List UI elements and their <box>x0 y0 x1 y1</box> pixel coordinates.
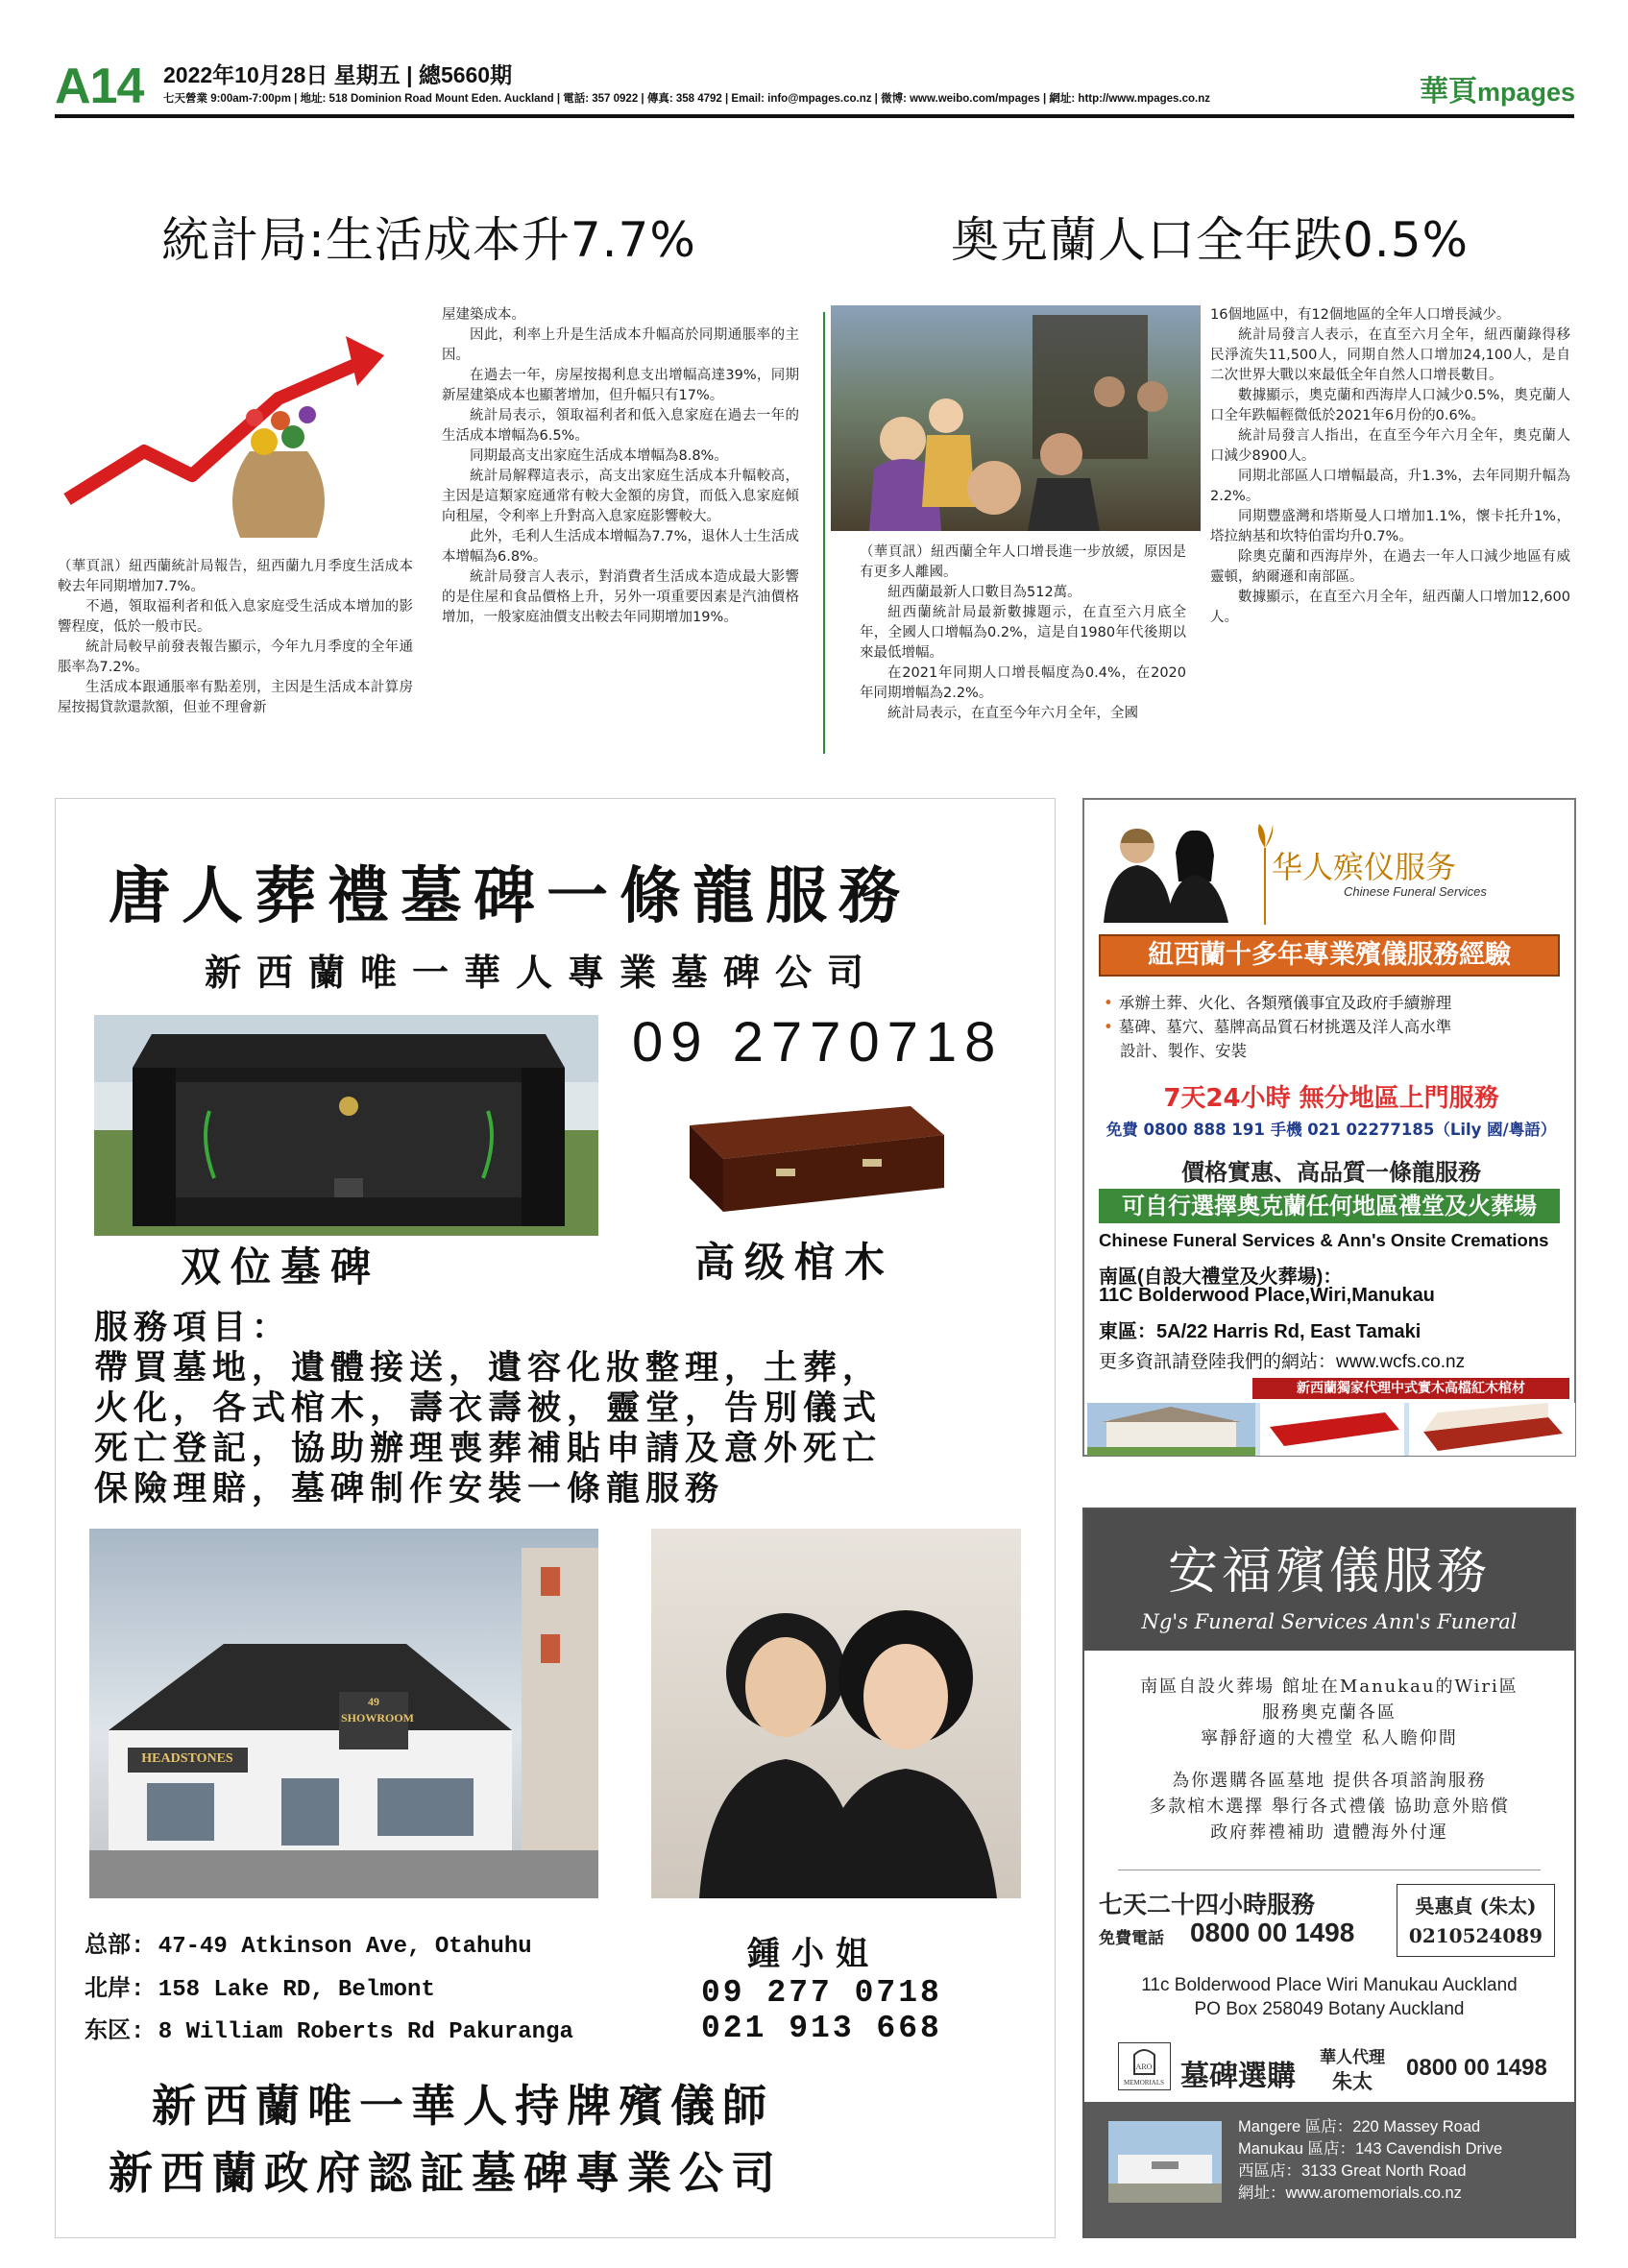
aro-memorials-logo <box>1118 2042 1171 2090</box>
ad3-agent-label: 華人代理 <box>1320 2048 1385 2067</box>
logo-cn: 華頁 <box>1420 76 1477 108</box>
value-slogan: 價格實惠、高品質一條龍服務 <box>1181 1159 1481 1186</box>
article2-p7: 統計局發言人表示，在直至六月全年，紐西蘭錄得移民淨流失11,500人，同期自然人口增加24,100人，是自二次世界大戰以來最低全年自然人口增長數目。 <box>1210 327 1570 383</box>
ad3-header <box>1084 1509 1574 1651</box>
service-line-4: 保險理賠，墓碑制作安裝一條龍服務 <box>94 1469 725 1508</box>
service-line-1: 帶買墓地，遺體接送，遺容化妝整理，土葬， <box>94 1348 883 1387</box>
bottom-line-1: 新西蘭唯一華人持牌殯儀師 <box>152 2080 774 2132</box>
article2-col1 <box>860 543 1186 724</box>
headline-cost-of-living: 統計局:生活成本升7.7% <box>161 212 696 268</box>
ad3-headstone: 墓碑選購 <box>1180 2060 1296 2093</box>
red-coffin-bar: 新西蘭獨家代理中式實木高檔紅木棺材 <box>1252 1378 1569 1399</box>
ad1-title: 唐人葬禮墓碑一條龍服務 <box>109 860 911 932</box>
staff-portrait-photo <box>651 1529 1021 1898</box>
article2-p1: （華頁訊）紐西蘭全年人口增長進一步放緩，原因是有更多人離國。 <box>860 544 1186 580</box>
ad1-phone: 09 2770718 <box>632 1011 1004 1074</box>
ad3-free-phone: 0800 00 1498 <box>1190 1918 1355 1947</box>
article1-p11: 此外，毛利人生活成本增幅為7.7%，退休人士生活成本增幅為6.8%。 <box>442 529 799 565</box>
contact-phone-1: 09 277 0718 <box>701 1975 942 2011</box>
svg-text:MEMORIALS: MEMORIALS <box>1123 2079 1165 2087</box>
south-address: 11C Bolderwood Place,Wiri,Manukau <box>1099 1285 1435 1306</box>
experience-banner: 紐西蘭十多年專業殯儀服務經驗 <box>1099 934 1560 977</box>
south-label: 南區(自設大禮堂及火葬場)： <box>1099 1267 1343 1288</box>
tang-funeral-ad <box>55 798 1056 2238</box>
bullet-1: • 承辦土葬、火化、各類殯儀事宜及政府手續辦理 <box>1104 994 1452 1012</box>
brand-cn: 华人殡仪服务 <box>1272 849 1457 885</box>
ng-funeral-services-ad <box>1082 1508 1576 2238</box>
service-heading: 服務項目： <box>94 1308 292 1347</box>
article1-p5: 屋建築成本。 <box>442 307 525 323</box>
contact-numbers: 免費 0800 888 191 手機 021 02277185（Lily 國/粵語） <box>1106 1121 1557 1139</box>
contact-phone-2: 021 913 668 <box>701 2011 942 2046</box>
article2-p5: 統計局表示，在直至今年六月全年，全國 <box>887 706 1138 721</box>
article1-p12: 統計局發言人表示，對消費者生活成本造成最大影響的是住屋和食品價格上升，另外一項重要因素是汽油價格增加，一般家庭油價支出較去年同期增加19%。 <box>442 569 799 625</box>
article2-col2 <box>1210 305 1570 628</box>
ad3-agent-name: 朱太 <box>1332 2069 1373 2093</box>
article2-p2: 紐西蘭最新人口數目為512萬。 <box>887 585 1081 600</box>
service-line-3: 死亡登記，協助辦理喪葬補貼申請及意外死亡 <box>94 1429 883 1468</box>
ad3-free-label: 免費電話 <box>1099 1929 1164 1948</box>
branch-mangere: Mangere 區店：220 Massey Road <box>1238 2118 1481 2135</box>
branch-list <box>1238 2116 1502 2205</box>
caption-coffin: 高级棺木 <box>694 1239 895 1286</box>
caption-double-tomb: 双位墓碑 <box>181 1243 381 1291</box>
contact-info-line: 七天營業 9:00am-7:00pm | 地址: 518 Dominion Road Mount Eden. Auckland | 電話: 357 0922 | 傳真: 358 4792 | Email: info@mpages.co.nz | 微博: www.weibo.com/mpages | 網址: http://www.mpages.co.nz <box>163 93 1210 105</box>
ad3-title-cn: 安福殯儀服務 <box>1167 1543 1491 1601</box>
branch-manukau: Manukau 區店：143 Cavendish Drive <box>1238 2140 1503 2158</box>
contact-name: 鍾小姐 <box>747 1935 880 1973</box>
article1-p7: 在過去一年，房屋按揭利息支出增幅高達39%，同期新屋建築成本也顯著增加，但升幅只有17%。 <box>442 368 799 403</box>
service-line-2: 火化，各式棺木，壽衣壽被，靈堂，告別儀式 <box>94 1388 883 1428</box>
chapel-and-coffins-photos <box>1087 1403 1575 1456</box>
service-24-7: 7天24小時 無分地區上門服務 <box>1163 1084 1499 1113</box>
address-hq: 总部: 47-49 Atkinson Ave, Otahuhu <box>85 1934 532 1960</box>
ad3-title-en: Ng's Funeral Services Ann's Funeral <box>1141 1610 1518 1633</box>
mpages-logo <box>1420 67 1575 109</box>
service-list <box>94 1308 1016 1509</box>
ad3-24-hours: 七天二十四小時服務 <box>1099 1891 1316 1918</box>
branch-west: 西區店：3133 Great North Road <box>1238 2162 1467 2180</box>
article2-p11: 同期豐盛灣和塔斯曼人口增加1.1%，懷卡托升1%，塔拉納基和坎特伯雷均升0.7%。 <box>1210 509 1570 544</box>
bullet-2-cont: 設計、製作、安裝 <box>1120 1042 1247 1060</box>
ad3-branch-section <box>1084 2102 1574 2238</box>
header-rule <box>55 114 1574 118</box>
ad1-subtitle: 新西蘭唯一華人專業墓碑公司 <box>205 951 880 994</box>
address-north: 北岸: 158 Lake RD, Belmont <box>85 1977 435 2003</box>
article2-p12: 除奧克蘭和西海岸外，在過去一年人口減少地區有威靈頓，納爾遜和南部區。 <box>1210 549 1570 585</box>
ad3-address-2: PO Box 258049 Botany Auckland <box>1194 1999 1465 2019</box>
aro-building-photo <box>1108 2121 1222 2203</box>
couple-photo <box>1094 809 1236 923</box>
brand-en: Chinese Funeral Services <box>1344 884 1487 899</box>
article2-p10: 同期北部區人口增幅最高，升1.3%，去年同期升幅為2.2%。 <box>1210 469 1570 504</box>
article1-p10: 統計局解釋這表示，高支出家庭生活成本升幅較高，主因是這類家庭通常有較大金額的房貸，而低入息家庭傾向租屋，令利率上升對高入息家庭影響較大。 <box>442 469 799 524</box>
logo-en: mpages <box>1477 78 1576 107</box>
article1-p2: 不過，領取福利者和低入息家庭受生活成本增加的影響程度，低於一般市民。 <box>58 599 413 635</box>
article1-p6: 因此，利率上升是生活成本升幅高於同期通脹率的主因。 <box>442 327 799 363</box>
svg-text:ARO: ARO <box>1135 2063 1153 2071</box>
ad3-line-6: 政府葬禮補助 遺體海外付運 <box>1210 1822 1448 1843</box>
ad3-contact-name: 吳惠貞 (朱太) <box>1415 1894 1537 1918</box>
showroom-photo <box>89 1529 598 1898</box>
article2-p3: 紐西蘭統計局最新數據題示，在直至六月底全年，全國人口增幅為0.2%，這是自1980年代後期以來最低增幅。 <box>860 605 1186 661</box>
ad3-line-3: 寧靜舒適的大禮堂 私人瞻仰間 <box>1201 1728 1458 1749</box>
ad3-line-1: 南區自設火葬場 館址在Manukau的Wiri區 <box>1140 1677 1519 1697</box>
article2-p13: 數據顯示，在直至六月全年，紐西蘭人口增加12,600人。 <box>1210 590 1570 625</box>
column-divider <box>823 312 825 754</box>
article2-p4: 在2021年同期人口增長幅度為0.4%，在2020年同期增幅為2.2%。 <box>860 665 1186 701</box>
bottom-line-2: 新西蘭政府認証墓碑專業公司 <box>109 2147 783 2199</box>
english-name: Chinese Funeral Services & Ann's Onsite Cremations <box>1099 1230 1549 1250</box>
ad3-line-4: 為你選購各區墓地 提供各項諮詢服務 <box>1172 1771 1487 1791</box>
double-tombstone-photo <box>94 1015 598 1236</box>
article1-p9: 同期最高支出家庭生活成本增幅為8.8%。 <box>470 448 728 464</box>
choose-venue-bar: 可自行選擇奧克蘭任何地區禮堂及火葬場 <box>1099 1189 1560 1223</box>
headstones-sign: HEADSTONES <box>141 1751 233 1766</box>
article2-p8: 數據顯示，奧克蘭和西海岸人口減少0.5%，奧克蘭人口全年跌幅輕微低於2021年6月份的0.6%。 <box>1210 388 1570 423</box>
article2-p9: 統計局發言人指出，在直至今年六月全年，奧克蘭人口減少8900人。 <box>1210 428 1570 464</box>
address-east: 东区: 8 William Roberts Rd Pakuranga <box>85 2019 573 2045</box>
ad3-line-5: 多款棺木選擇 舉行各式禮儀 協助意外賠償 <box>1149 1797 1510 1817</box>
bullet-2: • 墓碑、墓穴、墓牌高品質石材挑選及洋人高水準 <box>1104 1018 1452 1036</box>
issue-date: 2022年10月28日 星期五 | 總5660期 <box>163 62 513 87</box>
headline-auckland-population: 奧克蘭人口全年跌0.5% <box>951 212 1470 268</box>
ad3-contact-phone: 0210524089 <box>1408 1924 1543 1947</box>
ad3-address-1: 11c Bolderwood Place Wiri Manukau Auckland <box>1141 1975 1518 1995</box>
chinese-funeral-services-ad <box>1082 798 1576 1457</box>
east-address: 東區：5A/22 Harris Rd, East Tamaki <box>1099 1321 1421 1342</box>
article1-p4: 生活成本跟通脹率有點差別，主因是生活成本計算房屋按揭貸款還款額，但並不理會新 <box>58 680 413 715</box>
article1-col2 <box>442 305 799 628</box>
branch-website: 網址：www.aromemorials.co.nz <box>1238 2184 1462 2202</box>
ad3-agent-phone: 0800 00 1498 <box>1406 2055 1547 2081</box>
ad3-line-2: 服務奧克蘭各區 <box>1262 1702 1397 1723</box>
website-line: 更多資訊請登陸我們的網站：www.wcfs.co.nz <box>1099 1352 1466 1372</box>
showroom-sign: SHOWROOM <box>341 1711 415 1725</box>
showroom-number: 49 <box>368 1695 379 1708</box>
article2-p6: 16個地區中，有12個地區的全年人口增長減少。 <box>1210 307 1511 323</box>
page-number: A14 <box>55 59 144 114</box>
coffin-photo <box>670 1087 954 1217</box>
article1-p1: （華頁訊）紐西蘭統計局報告，紐西蘭九月季度生活成本較去年同期增加7.7%。 <box>58 559 413 594</box>
crowd-photo <box>831 305 1201 531</box>
article1-p8: 統計局表示，領取福利者和低入息家庭在過去一年的生活成本增幅為6.5%。 <box>442 408 799 444</box>
article1-p3: 統計局較早前發表報告顯示，今年九月季度的全年通脹率為7.2%。 <box>58 639 413 675</box>
rising-cost-photo <box>58 307 413 543</box>
ad3-contact-box <box>1397 1884 1555 1957</box>
article1-col1 <box>58 557 413 718</box>
